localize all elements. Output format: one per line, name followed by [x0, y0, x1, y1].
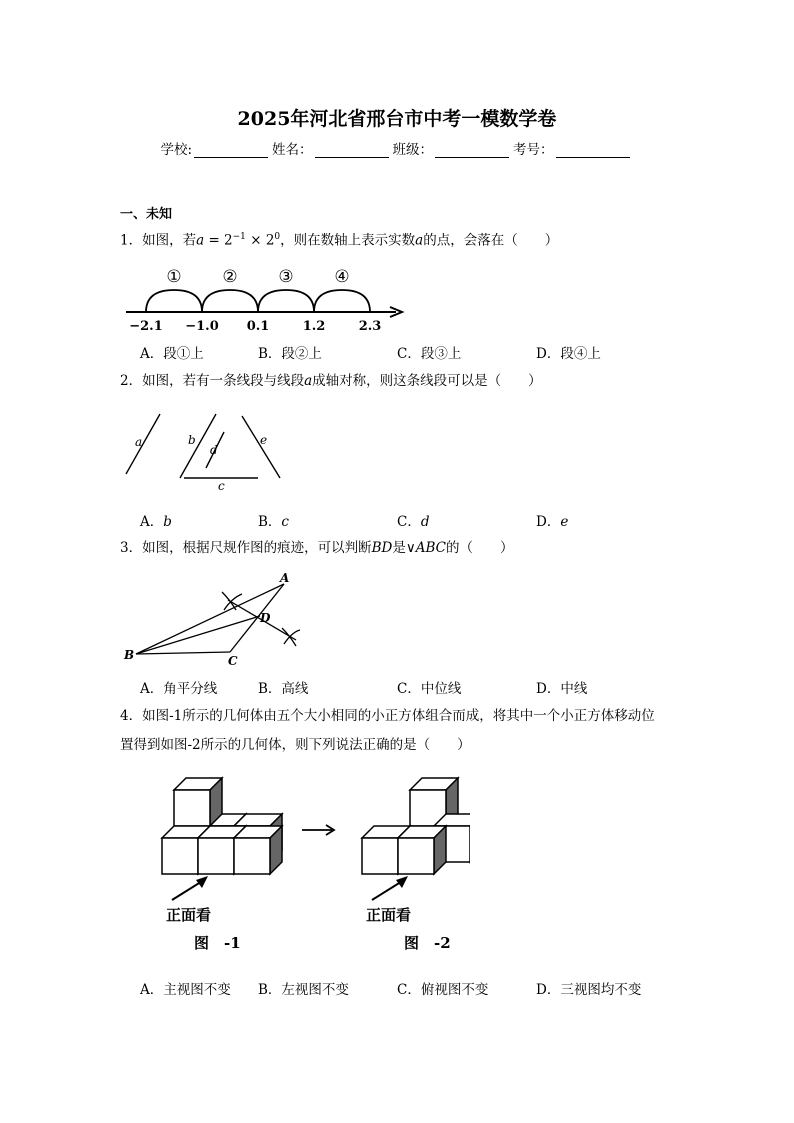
side-ac: [230, 584, 284, 652]
tick-label: −1.0: [185, 319, 219, 334]
class-label: 班级：: [392, 142, 434, 158]
q1-option-d[interactable]: D．段④上: [536, 346, 601, 362]
figure-2-caption: 图 -2: [404, 934, 451, 952]
arc-4: [314, 290, 370, 312]
q1-option-b[interactable]: B．段②上: [258, 346, 322, 362]
label-c: C: [228, 654, 238, 668]
arc-label: ③: [278, 267, 294, 287]
arc-1: [146, 290, 202, 312]
side-bc: [136, 652, 230, 654]
figure-2-solid: [362, 778, 470, 874]
question-1-stem: 1．如图，若$a = 2^{-1} \times 2^0$，则在数轴上表示实数a的点，会落在（ ）: [120, 232, 559, 249]
label-b: B: [124, 648, 135, 662]
label-c: c: [218, 479, 225, 493]
q3-option-a[interactable]: A．角平分线: [140, 681, 218, 697]
tick-label: 0.1: [246, 319, 270, 334]
label-a: A: [280, 571, 290, 585]
view-label-1: 正面看: [166, 906, 212, 924]
arc-label: ①: [166, 267, 182, 287]
segments-figure: [120, 408, 290, 498]
q2-option-b[interactable]: B．c: [258, 514, 289, 530]
arc-label: ②: [222, 267, 238, 287]
student-info-line: [0, 138, 794, 158]
q1-option-c[interactable]: C．段③上: [397, 346, 462, 362]
cubes-figure: [150, 776, 470, 956]
var-a: a: [196, 232, 205, 249]
section-heading: 一、未知: [120, 207, 173, 222]
transform-arrow-icon: [302, 825, 334, 835]
id-label: 考号：: [513, 142, 554, 158]
arc-2: [202, 290, 258, 312]
q3-option-c[interactable]: C．中位线: [397, 681, 462, 697]
q4-option-d[interactable]: D．三视图均不变: [536, 982, 642, 998]
name-blank: [315, 143, 389, 158]
triangle-figure: [120, 570, 310, 670]
class-blank: [435, 143, 509, 158]
label-e: e: [260, 433, 268, 447]
id-blank: [556, 143, 630, 158]
q2-option-a[interactable]: A．b: [140, 514, 172, 530]
segment-bd: [136, 616, 260, 654]
q3-option-b[interactable]: B．高线: [258, 681, 309, 697]
label-a: a: [135, 435, 143, 449]
school-label: 学校:: [160, 142, 193, 158]
q4-option-a[interactable]: A．主视图不变: [140, 982, 231, 998]
question-3-stem: 3．如图，根据尺规作图的痕迹，可以判断BD是∨ABC的（ ）: [120, 540, 514, 556]
figure-1-caption: 图 -1: [194, 934, 241, 952]
question-4-stem-line-2: 置得到如图-2所示的几何体，则下列说法正确的是（ ）: [120, 737, 471, 753]
label-d: d: [210, 443, 218, 457]
page-title: 2025年河北省邢台市中考一模数学卷: [237, 108, 557, 130]
q1-option-a[interactable]: A．段①上: [140, 346, 204, 362]
tick-label: 2.3: [358, 319, 382, 334]
arc-3: [258, 290, 314, 312]
view-direction-arrow-icon: [172, 876, 208, 900]
view-label-2: 正面看: [366, 906, 412, 924]
question-4-stem-line-1: 4．如图-1所示的几何体由五个大小相同的小正方体组合而成，将其中一个小正方体移动位: [120, 708, 655, 724]
label-d: D: [260, 611, 271, 625]
number-line-figure: [120, 260, 420, 335]
tick-label: 1.2: [302, 319, 326, 334]
q2-option-d[interactable]: D．e: [536, 514, 569, 530]
q2-option-c[interactable]: C．d: [397, 514, 430, 530]
figure-1-solid: [162, 778, 282, 874]
segment-a: [126, 414, 160, 474]
q4-option-c[interactable]: C．俯视图不变: [397, 982, 489, 998]
arc-label: ④: [334, 267, 350, 287]
q3-option-d[interactable]: D．中线: [536, 681, 588, 697]
q4-option-b[interactable]: B．左视图不变: [258, 982, 349, 998]
segment-e: [242, 416, 280, 478]
question-2-stem: 2．如图，若有一条线段与线段a成轴对称，则这条线段可以是（ ）: [120, 373, 542, 389]
name-label: 姓名：: [272, 142, 313, 158]
view-direction-arrow-icon: [372, 876, 408, 900]
label-b: b: [188, 433, 196, 447]
tick-label: −2.1: [129, 319, 163, 334]
school-blank: [194, 143, 268, 158]
